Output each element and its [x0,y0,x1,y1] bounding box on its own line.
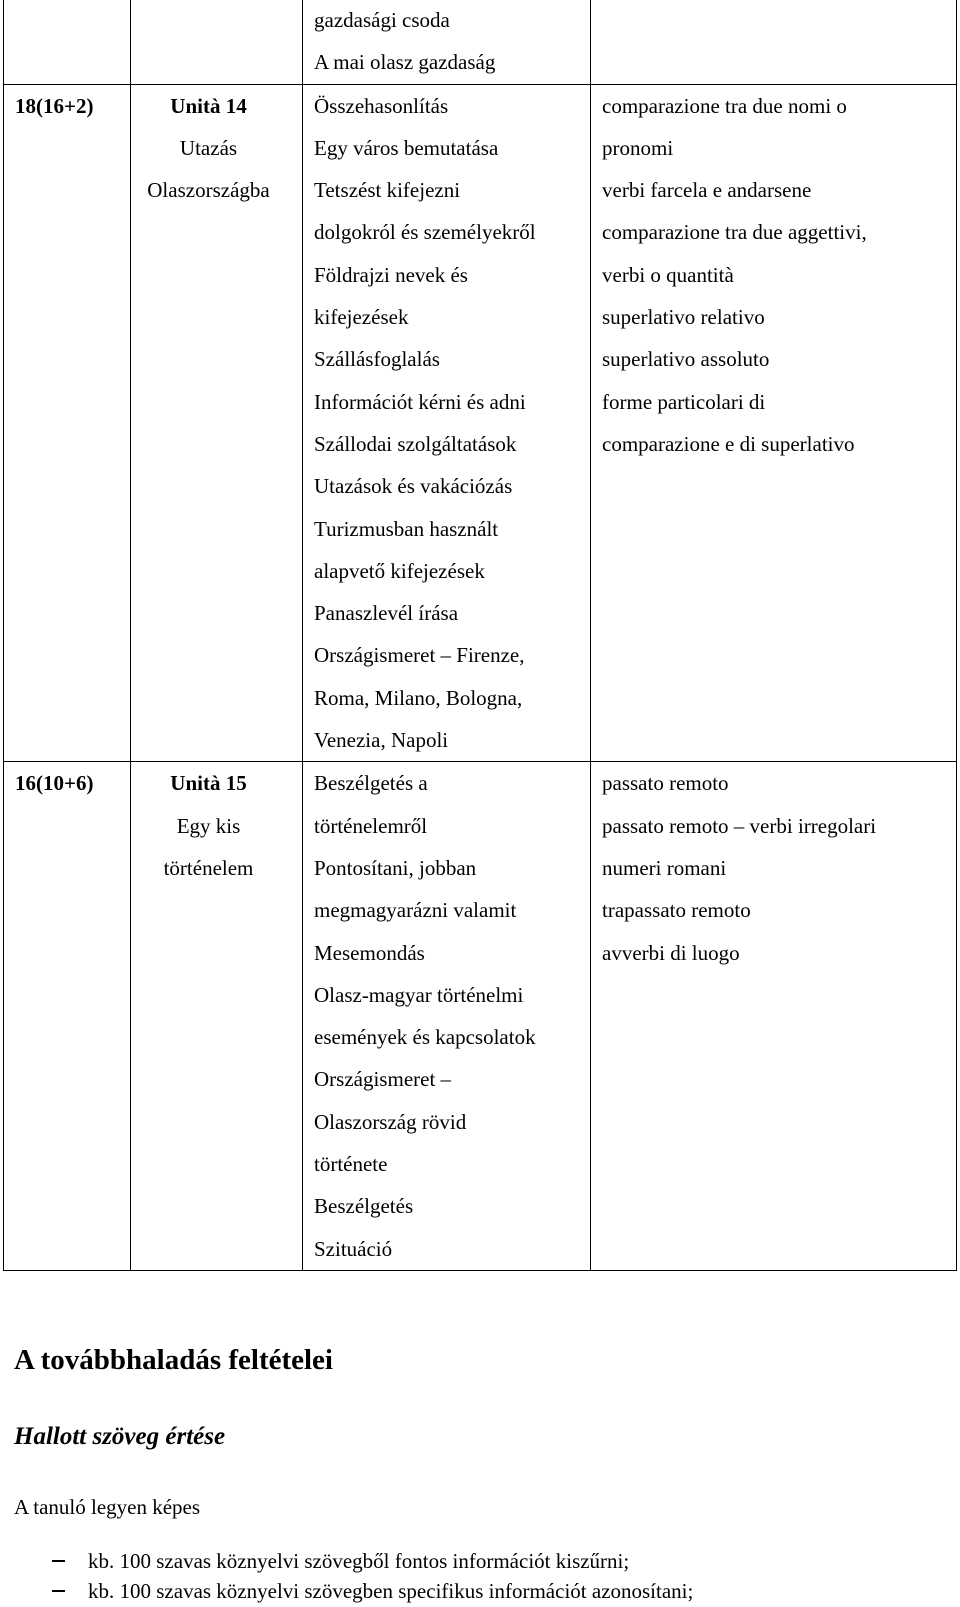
cell-line: avverbi di luogo [602,940,740,965]
hours-cell [4,0,131,84]
cell-line: Olasz-magyar történelmi [314,982,524,1007]
cell-line: trapassato remoto [602,898,751,923]
hours-cell [4,762,131,1271]
cell-line: megmagyarázni valamit [314,898,517,923]
cell-line: Információt kérni és adni [314,389,526,414]
cell-line: Szállodai szolgáltatások [314,431,517,456]
cell-line: A mai olasz gazdaság [314,50,496,75]
cell-line: comparazione tra due aggettivi, [602,220,867,245]
section-title: A továbbhaladás feltételei [14,1344,333,1376]
cell-line: pronomi [602,135,674,160]
cell-line: történelemről [314,813,428,838]
table-row [4,0,957,84]
dash-bullet-icon [52,1560,65,1562]
cell-line: Egy város bemutatása [314,135,499,160]
cell-line: superlativo relativo [602,305,765,330]
cell-line: Tetszést kifejezni [314,178,461,203]
cell-line: története [314,1152,388,1177]
cell-line: Beszélgetés [314,1194,414,1219]
table-row [4,762,957,1271]
cell-line: Utazás [179,135,238,160]
topics-cell [303,84,591,762]
cell-line: verbi o quantità [602,262,734,287]
cell-line: Roma, Milano, Bologna, [314,685,523,710]
cell-line: passato remoto – verbi irregolari [602,813,877,838]
cell-line: Földrajzi nevek és [314,262,468,287]
curriculum-table [3,0,957,1271]
unit-cell [131,0,303,84]
cell-line: Olaszországba [147,178,270,203]
cell-line: verbi farcela e andarsene [602,178,812,203]
cell-line: forme particolari di [602,389,766,414]
topics-cell [303,762,591,1271]
grammar-cell [591,0,957,84]
list-item-text: kb. 100 szavas köznyelvi szövegben specifikus információt azonosítani; [88,1579,694,1603]
cell-line: Szituáció [314,1236,393,1261]
dash-bullet-icon [52,1590,65,1592]
cell-line: történelem [163,855,254,880]
cell-line: Beszélgetés a [314,771,428,796]
table-row [4,84,957,762]
cell-line: Venezia, Napoli [314,728,449,753]
list-item-text: kb. 100 szavas köznyelvi szövegből fontos információt kiszűrni; [88,1549,630,1573]
cell-line: Panaszlevél írása [314,601,459,626]
cell-line: Összehasonlítás [314,93,449,118]
cell-line: comparazione tra due nomi o [602,93,847,118]
intro-text: A tanuló legyen képes [14,1495,201,1519]
topics-cell [303,0,591,84]
cell-line: passato remoto [602,771,729,796]
cell-line: dolgokról és személyekről [314,220,536,245]
grammar-cell [591,84,957,762]
cell-line: események és kapcsolatok [314,1025,536,1050]
cell-line: numeri romani [602,855,727,880]
cell-line: alapvető kifejezések [314,558,485,583]
cell-line: Olaszország rövid [314,1109,467,1134]
cell-line: Szállásfoglalás [314,347,440,372]
cell-line: 18(16+2) [15,93,94,118]
unit-cell [131,84,303,762]
cell-line: Országismeret – Firenze, [314,643,525,668]
grammar-cell [591,762,957,1271]
cell-line: Utazások és vakációzás [314,474,513,499]
cell-line: Pontosítani, jobban [314,855,477,880]
cell-line: kifejezések [314,305,409,330]
hours-cell [4,84,131,762]
cell-line: gazdasági csoda [314,8,450,32]
cell-line: 16(10+6) [15,771,94,796]
cell-line: Mesemondás [314,940,425,965]
cell-line: Turizmusban használt [314,516,499,541]
cell-line: superlativo assoluto [602,347,770,372]
unit-cell [131,762,303,1271]
cell-line: Egy kis [176,813,241,838]
cell-line: Országismeret – [314,1067,452,1092]
unit-title: Unità 14 [170,93,247,118]
cell-line: comparazione e di superlativo [602,431,855,456]
section-subtitle: Hallott szöveg értése [14,1423,226,1450]
unit-title: Unità 15 [170,771,247,796]
